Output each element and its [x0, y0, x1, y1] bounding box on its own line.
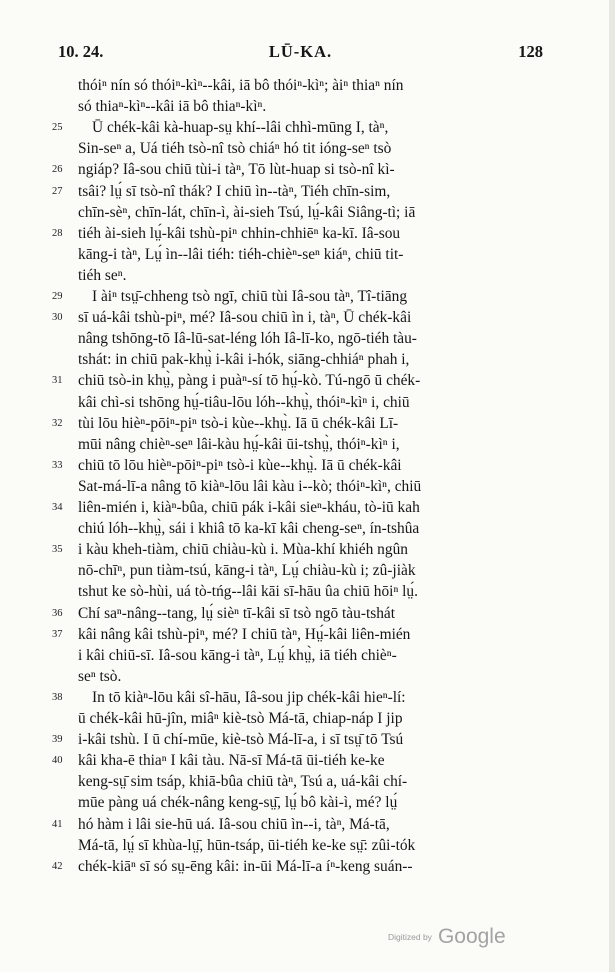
line-text: Sin-seⁿ a, Uá tiéh tsò-nî tsò chiáⁿ hó tit ióng-seⁿ tsò [78, 140, 392, 158]
text-line [0, 750, 615, 771]
line-text: i kàu kheh-tiàm, chiū chiàu-kù i. Mùa-khí khiéh ngûn [78, 541, 408, 559]
text-line [0, 307, 615, 328]
chapter-verse-ref: 10. 24. [58, 42, 104, 61]
line-text: nâng tshōng-tō Iâ-lū-sat-léng lóh Iâ-lī-ko, ngō-tiéh tàu- [78, 330, 417, 348]
text-line [0, 624, 615, 645]
text-line [0, 539, 615, 560]
verse-number: 35 [52, 544, 63, 556]
line-text: keng-sṳ̄ sim tsáp, khiā-bûa chiū tàⁿ, Tsú a, uá-kâi chí- [78, 773, 408, 791]
running-header [58, 42, 543, 66]
line-text: Chí saⁿ-nâng--tang, lṳ́ sièⁿ tī-kâi sī tsò ngō tàu-tshát [78, 604, 396, 622]
page-number: 128 [518, 42, 543, 61]
line-text: In tō kiàⁿ-lōu kâi sî-hāu, Iâ-sou jip chék-kâi hieⁿ-lí: [92, 688, 406, 706]
line-text: kâi kha-ē thiaⁿ I kâi tàu. Nā-sī Má-tā ūi-tiéh ke-ke [78, 752, 385, 770]
text-line [0, 392, 615, 413]
text-line [0, 265, 615, 286]
text-line [0, 518, 615, 539]
text-line [0, 814, 615, 835]
text-line [0, 181, 615, 202]
line-text: ngiáp? Iâ-sou chiū tùi-i tàⁿ, Tō lùt-huap si tsò-nî kì- [78, 161, 395, 179]
text-line [0, 835, 615, 856]
line-text: tshut ke sò-hùi, uá tò-tńg--lâi kāi sī-hāu ûa chiū hōiⁿ lṳ́. [78, 583, 418, 601]
verse-number: 30 [52, 312, 63, 324]
line-text: liên-mién i, kiàⁿ-bûa, chiū pák i-kâi sieⁿ-kháu, tò-iū kah [78, 499, 420, 516]
verse-number: 37 [52, 628, 63, 640]
verse-number: 26 [52, 164, 63, 176]
text-line [0, 96, 615, 117]
verse-number: 25 [52, 122, 63, 134]
text-line [0, 434, 615, 455]
line-text: chīn-sèⁿ, chīn-lát, chīn-ì, ài-sieh Tsú, lṳ́-kâi Siâng-tì; iā [78, 203, 416, 221]
text-line [0, 413, 615, 434]
line-text: tsâi? lṳ́ sī tsò-nî thák? I chiū ìn--tàⁿ, Tiéh chīn-sim, [78, 182, 391, 200]
text-line [0, 223, 615, 244]
line-text: ū chék-kâi hū-jîn, miâⁿ kiè-tsò Má-tā, chiap-náp I jip [78, 710, 403, 727]
text-line [0, 687, 615, 708]
text-line [0, 286, 615, 307]
text-line [0, 771, 615, 792]
line-text: tiéh seⁿ. [78, 266, 127, 284]
text-line [0, 497, 615, 518]
digitization-watermark [388, 925, 506, 951]
line-text: i-kâi tshù. I ū chí-mūe, kiè-tsò Má-lī-a, i sī tsṳ̄ tō Tsú [78, 731, 404, 749]
line-text: mūi nâng chièⁿ-seⁿ lâi-kàu hṳ́-kâi ūi-tshṳ̀, thóiⁿ-kìⁿ i, [78, 435, 400, 453]
line-text: chiū tsò-in khṳ̀, pàng i puàⁿ-sí tō hṳ́-kò. Tú-ngō ū chék- [78, 372, 421, 390]
verse-number: 36 [52, 607, 63, 619]
text-line [0, 666, 615, 687]
text-line [0, 603, 615, 624]
text-line [0, 792, 615, 813]
verse-number: 39 [52, 734, 63, 746]
line-text: chiú lóh--khṳ̀, sái i khiâ tō ka-kī kâi cheng-seⁿ, ín-tshûa [78, 520, 420, 538]
line-text: só thiaⁿ-kìⁿ--kâi iā bô thiaⁿ-kìⁿ. [78, 98, 267, 116]
line-text: thóiⁿ nín só thóiⁿ-kìⁿ--kâi, iā bô thóiⁿ-kìⁿ; àiⁿ thiaⁿ nín [78, 77, 404, 94]
line-text: kāng-i tàⁿ, Lṳ́ ìn--lâi tiéh: tiéh-chièⁿ-seⁿ kiáⁿ, chiū tit- [78, 245, 404, 263]
verse-number: 41 [52, 818, 63, 830]
google-logo-text: Google [437, 925, 506, 948]
text-line [0, 476, 615, 497]
line-text: kâi chì-si tshōng hṳ́-tiâu-lōu lóh--khṳ̀, thóiⁿ-kìⁿ i, chiū [78, 393, 410, 411]
text-line [0, 856, 615, 877]
verse-number: 31 [52, 375, 63, 387]
text-line [0, 455, 615, 476]
line-text: chiū tō lōu hièⁿ-pōiⁿ-piⁿ tsò-i kùe--khṳ̀. Iā ū chék-kâi [78, 456, 402, 474]
verse-number: 42 [52, 860, 63, 872]
text-line [0, 159, 615, 180]
line-text: i kâi chiū-sī. Iâ-sou kāng-i tàⁿ, Lṳ́ khṳ̀, iā tiéh chièⁿ- [78, 646, 397, 664]
verse-number: 38 [52, 691, 63, 703]
text-line [0, 708, 615, 729]
line-text: Má-tā, lṳ́ sī khùa-lṳ̄, hūn-tsáp, ūi-tiéh ke-ke sṳ̄: zûi-tók [78, 836, 416, 854]
verse-number: 40 [52, 755, 63, 767]
verse-number: 27 [52, 185, 63, 197]
line-text: kâi nâng kâi tshù-piⁿ, mé? I chiū tàⁿ, Hṳ́-kâi liên-mién [78, 625, 411, 643]
text-line [0, 560, 615, 581]
verse-number: 29 [52, 291, 63, 302]
line-text: Ū chék-kâi kà-huap-sṳ khí--lâi chhì-mūng I, tàⁿ, [92, 119, 389, 137]
line-text: nō-chīⁿ, pun tiàm-tsú, kāng-i tàⁿ, Lṳ́ chiàu-kù i; zû-jiàk [78, 562, 416, 580]
book-title: LŪ-KA. [268, 42, 333, 61]
verse-number: 33 [52, 459, 63, 471]
line-text: mūe pàng uá chék-nâng keng-sṳ̄, lṳ́ bô kài-ì, mé? lṳ́ [78, 794, 398, 812]
text-line [0, 75, 615, 96]
line-text: sī uá-kâi tshù-piⁿ, mé? Iâ-sou chiū ìn i, tàⁿ, Ū chék-kâi [78, 309, 412, 327]
verse-number: 34 [52, 502, 63, 513]
page-edge [609, 0, 615, 972]
verse-number: 28 [52, 227, 63, 239]
line-text: I àiⁿ tsṳ̄-chheng tsò ngī, chiū tùi Iâ-sou tàⁿ, Tî-tiāng [92, 288, 408, 305]
text-line [0, 328, 615, 349]
line-text: seⁿ tsò. [78, 667, 122, 685]
text-line [0, 202, 615, 223]
text-line [0, 645, 615, 666]
line-text: Sat-má-lī-a nâng tō kiàⁿ-lōu lâi kàu i--kò; thóiⁿ-kìⁿ, chiū [78, 477, 422, 495]
line-text: chék-kiāⁿ sī só sṳ-ēng kâi: in-ūi Má-lī-a íⁿ-keng suán-- [78, 857, 413, 875]
text-line [0, 581, 615, 602]
text-line [0, 138, 615, 159]
line-text: hó hàm i lâi sie-hū uá. Iâ-sou chiū ìn--i, tàⁿ, Má-tā, [78, 815, 390, 833]
text-line [0, 244, 615, 265]
digitized-by-label: Digitized by [388, 932, 432, 942]
verse-number: 32 [52, 417, 63, 429]
text-line [0, 729, 615, 750]
line-text: tùi lōu hièⁿ-pōiⁿ-piⁿ tsò-i kùe--khṳ̀. Iā ū chék-kâi Lī- [78, 414, 399, 432]
text-line [0, 370, 615, 391]
line-text: tshát: in chiū pak-khṳ̀ i-kâi i-hók, siāng-chhiáⁿ phah i, [78, 351, 410, 369]
text-line [0, 349, 615, 370]
line-text: tiéh ài-sieh lṳ́-kâi tshù-piⁿ chhin-chhiēⁿ ka-kī. Iâ-sou [78, 224, 401, 242]
text-line [0, 117, 615, 138]
